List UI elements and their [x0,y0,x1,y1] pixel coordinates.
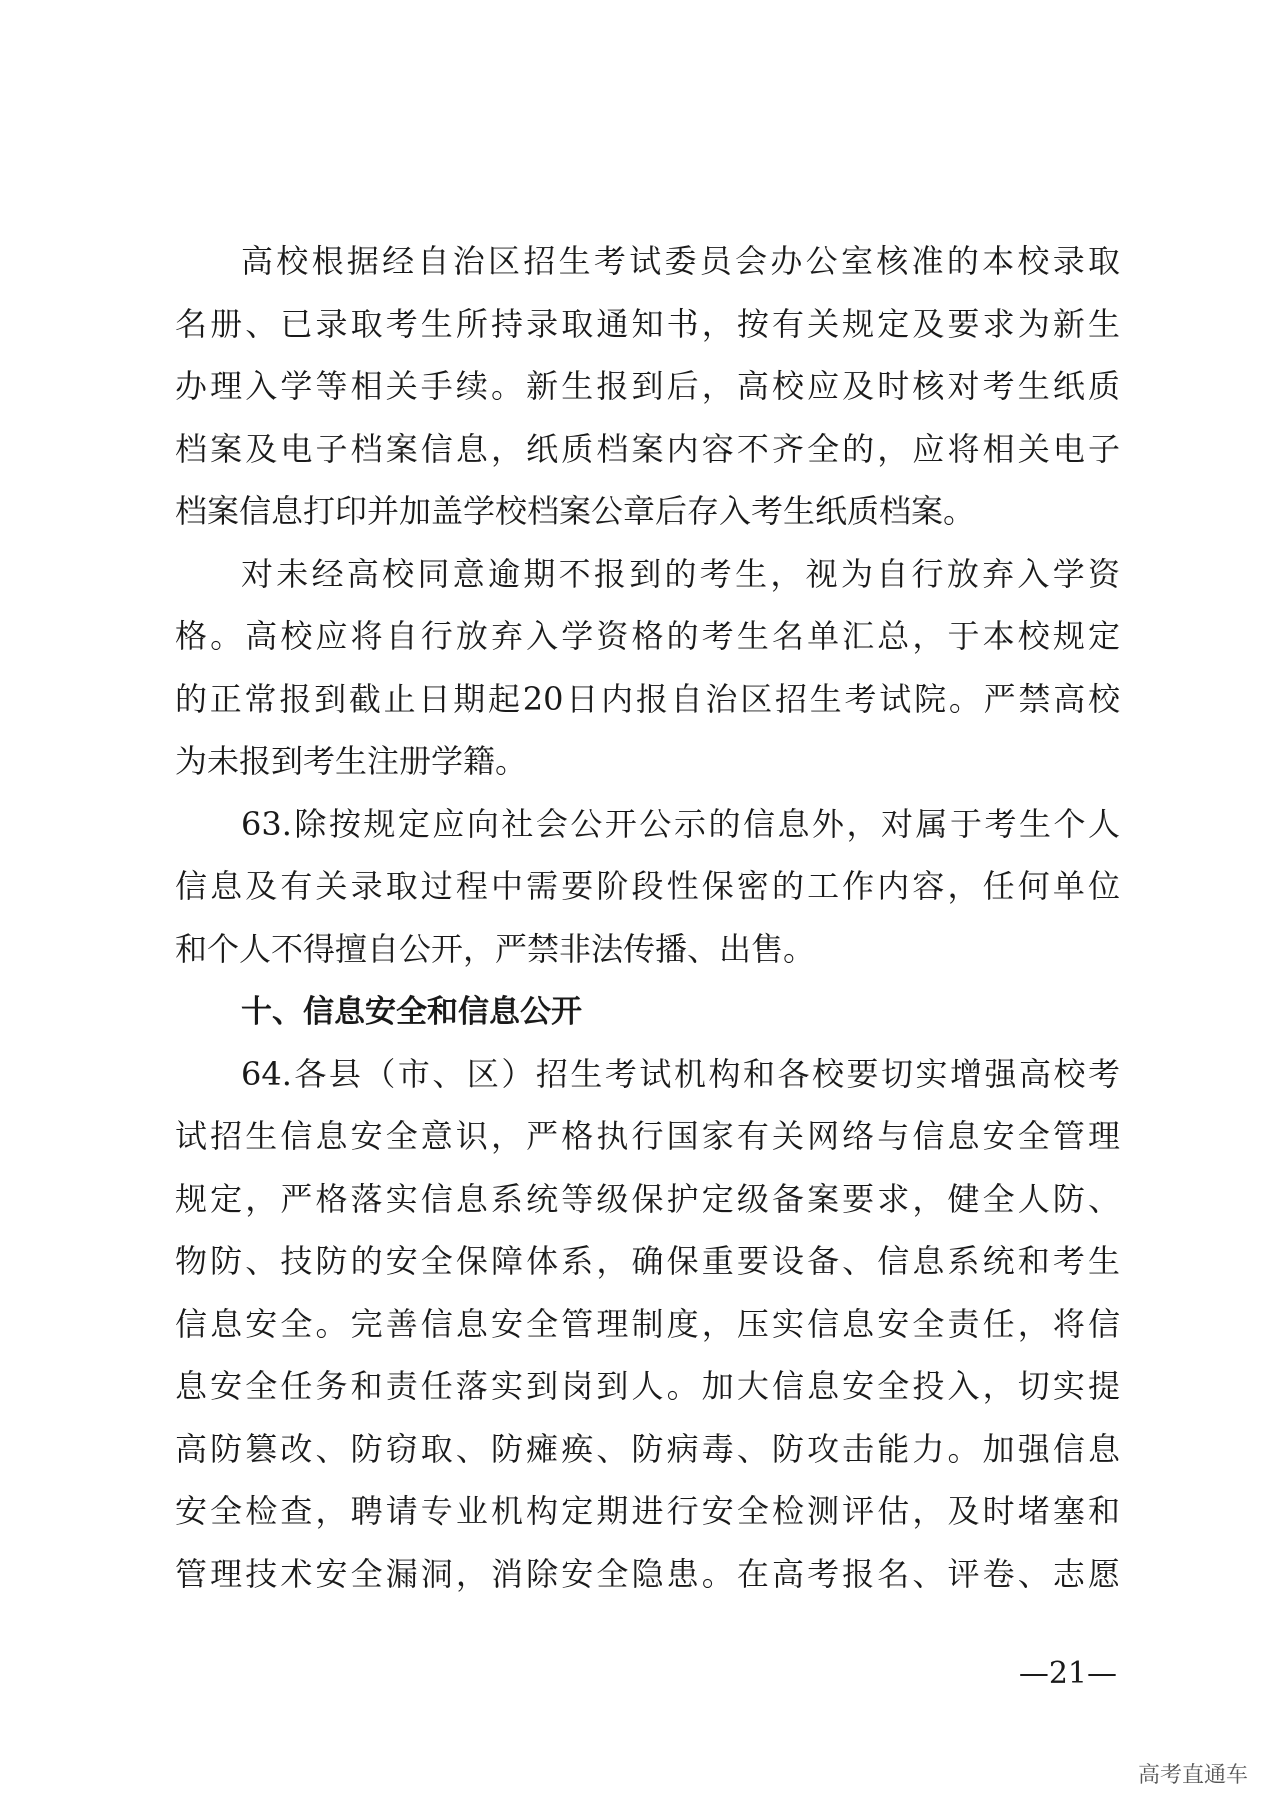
body-line: 办理入学等相关手续。新生报到后，高校应及时核对考生纸质 [175,367,1120,405]
body-line: 信息及有关录取过程中需要阶段性保密的工作内容，任何单位 [175,867,1120,905]
body-line: 对未经高校同意逾期不报到的考生，视为自行放弃入学资 [241,555,1120,593]
body-line: 名册、已录取考生所持录取通知书，按有关规定及要求为新生 [175,305,1120,343]
body-line: 高防篡改、防窃取、防瘫痪、防病毒、防攻击能力。加强信息 [175,1430,1120,1468]
body-line: 和个人不得擅自公开，严禁非法传播、出售。 [175,930,816,968]
body-line: 64.各县（市、区）招生考试机构和各校要切实增强高校考 [241,1055,1120,1093]
body-line: 物防、技防的安全保障体系，确保重要设备、信息系统和考生 [175,1242,1120,1280]
body-line: 格。高校应将自行放弃入学资格的考生名单汇总，于本校规定 [175,617,1120,655]
body-line: 高校根据经自治区招生考试委员会办公室核准的本校录取 [241,242,1120,280]
watermark-label: 高考直通车 [1128,1755,1258,1792]
page-number: —21— [1018,1656,1117,1691]
body-line: 安全检查，聘请专业机构定期进行安全检测评估，及时堵塞和 [175,1492,1120,1530]
body-line: 为未报到考生注册学籍。 [175,742,528,780]
body-line: 管理技术安全漏洞，消除安全隐患。在高考报名、评卷、志愿 [175,1555,1120,1593]
body-line: 档案及电子档案信息，纸质档案内容不齐全的，应将相关电子 [175,430,1120,468]
body-line: 的正常报到截止日期起20日内报自治区招生考试院。严禁高校 [175,680,1120,718]
body-line: 息安全任务和责任落实到岗到人。加大信息安全投入，切实提 [175,1367,1120,1405]
body-line: 试招生信息安全意识，严格执行国家有关网络与信息安全管理 [175,1117,1120,1155]
body-line: 规定，严格落实信息系统等级保护定级备案要求，健全人防、 [175,1180,1120,1218]
body-line: 63.除按规定应向社会公开公示的信息外，对属于考生个人 [241,805,1120,843]
section-heading: 十、信息安全和信息公开 [241,994,582,1030]
body-line: 信息安全。完善信息安全管理制度，压实信息安全责任，将信 [175,1305,1120,1343]
body-line: 档案信息打印并加盖学校档案公章后存入考生纸质档案。 [175,492,976,530]
